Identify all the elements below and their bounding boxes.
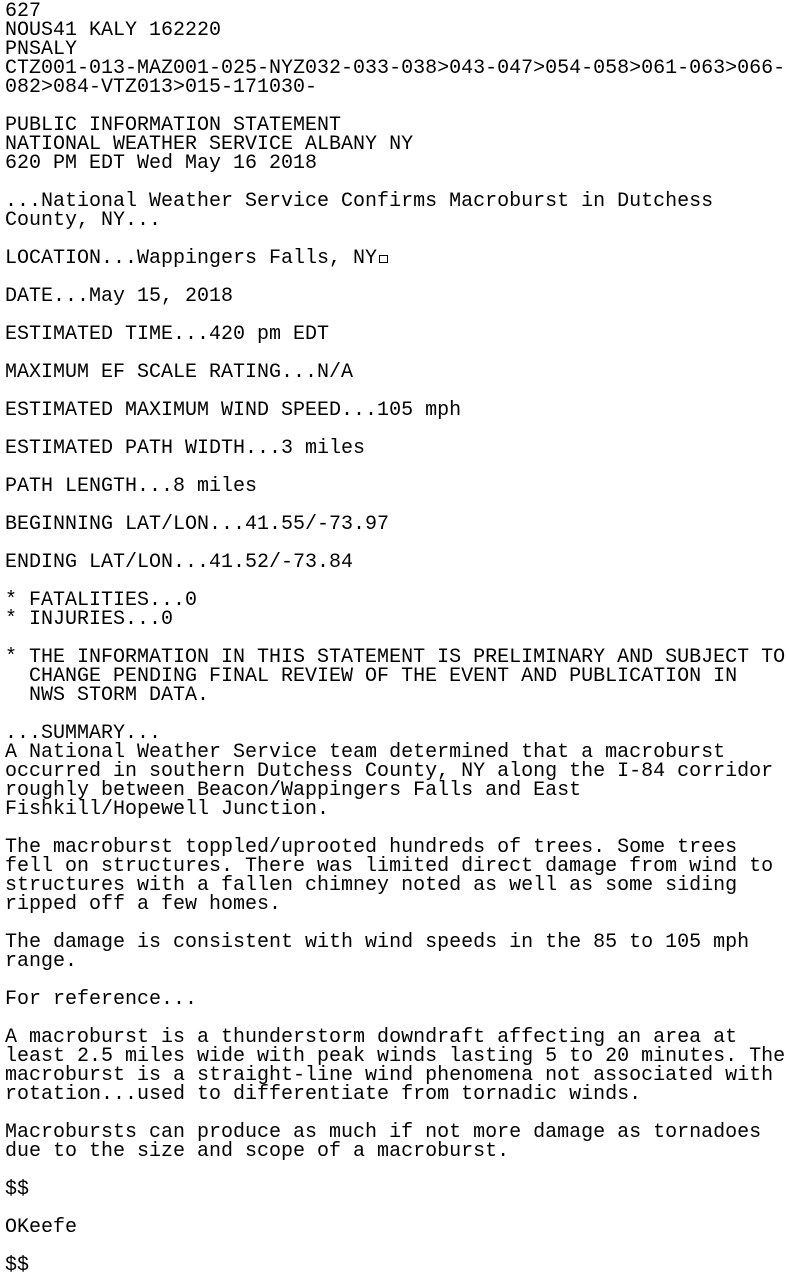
text-line: For reference... (5, 988, 198, 1011)
text-line: ripped off a few homes. (5, 893, 282, 916)
text-line: macroburst is a straight-line wind phenomena not associated with (5, 1064, 774, 1087)
text-line: * INJURIES...0 (5, 608, 174, 631)
text-line (5, 1199, 789, 1218)
text-line: ESTIMATED PATH WIDTH...3 miles (5, 437, 366, 460)
text-line: NATIONAL WEATHER SERVICE ALBANY NY (5, 133, 414, 156)
text-line: OKeefe (5, 1216, 78, 1239)
text-line: NOUS41 KALY 162220 (5, 19, 222, 42)
text-line: least 2.5 miles wide with peak winds lasting 5 to 20 minutes. The (5, 1045, 786, 1068)
text-line: occurred in southern Dutchess County, NY along the I-84 corridor (5, 760, 774, 783)
text-line: ESTIMATED TIME...420 pm EDT (5, 323, 330, 346)
text-line: 627 (5, 0, 42, 23)
text-line: The damage is consistent with wind speeds in the 85 to 105 mph (5, 931, 750, 954)
text-line: ...SUMMARY... (5, 722, 162, 745)
text-line: County, NY... (5, 209, 162, 232)
text-line: 082>084-VTZ013>015-171030- (5, 76, 318, 99)
text-line: PNSALY (5, 38, 78, 61)
text-line: MAXIMUM EF SCALE RATING...N/A (5, 361, 354, 384)
text-line: CHANGE PENDING FINAL REVIEW OF THE EVENT AND PUBLICATION IN (5, 665, 738, 688)
text-line: NWS STORM DATA. (5, 684, 210, 707)
text-line (5, 1161, 789, 1180)
weather-statement-text (5, 2, 789, 1275)
text-line: fell on structures. There was limited direct damage from wind to (5, 855, 774, 878)
text-line: ...National Weather Service Confirms Macroburst in Dutchess (5, 190, 714, 213)
text-line: The macroburst toppled/uprooted hundreds of trees. Some trees (5, 836, 738, 859)
location-line (5, 249, 789, 268)
text-line: Fishkill/Hopewell Junction. (5, 798, 330, 821)
text-line: * THE INFORMATION IN THIS STATEMENT IS PRELIMINARY AND SUBJECT TO (5, 646, 786, 669)
text-line: Macrobursts can produce as much if not more damage as tornadoes (5, 1121, 762, 1144)
location-text: LOCATION...Wappingers Falls, NY (5, 247, 378, 270)
text-line: * FATALITIES...0 (5, 589, 198, 612)
text-line: DATE...May 15, 2018 (5, 285, 234, 308)
text-line: $$ (5, 1178, 30, 1201)
text-line: ESTIMATED MAXIMUM WIND SPEED...105 mph (5, 399, 462, 422)
text-line: structures with a fallen chimney noted as well as some siding (5, 874, 738, 897)
text-line: PATH LENGTH...8 miles (5, 475, 258, 498)
text-line: 620 PM EDT Wed May 16 2018 (5, 152, 318, 175)
text-line: roughly between Beacon/Wappingers Falls and East (5, 779, 582, 802)
text-line: range. (5, 950, 78, 973)
text-line: A National Weather Service team determined that a macroburst (5, 741, 726, 764)
text-line: $$ (5, 1254, 30, 1277)
text-line: A macroburst is a thunderstorm downdraft affecting an area at (5, 1026, 738, 1049)
unknown-character-box-icon (379, 255, 388, 263)
text-line: BEGINNING LAT/LON...41.55/-73.97 (5, 513, 390, 536)
text-line: PUBLIC INFORMATION STATEMENT (5, 114, 342, 137)
text-line: rotation...used to differentiate from tornadic winds. (5, 1083, 642, 1106)
text-line: ENDING LAT/LON...41.52/-73.84 (5, 551, 354, 574)
text-line: CTZ001-013-MAZ001-025-NYZ032-033-038>043-047>054-058>061-063>066- (5, 57, 786, 80)
text-line (5, 1237, 789, 1256)
text-line: due to the size and scope of a macroburst. (5, 1140, 510, 1163)
